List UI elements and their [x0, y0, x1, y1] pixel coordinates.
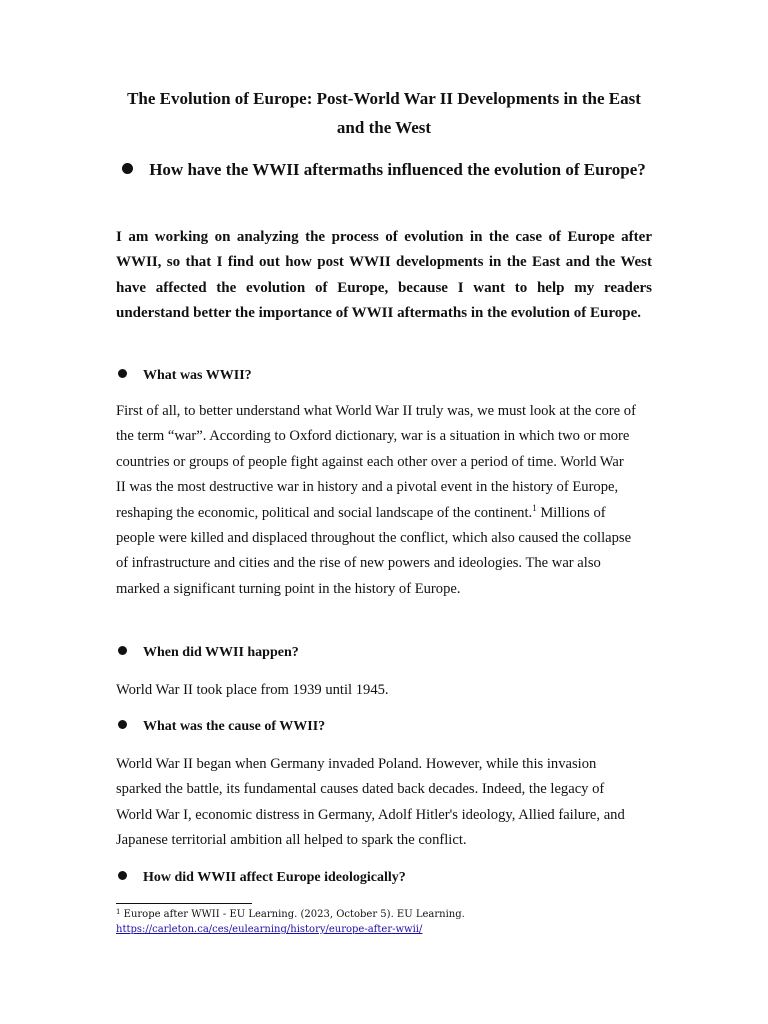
section-question-text: How did WWII affect Europe ideologically?: [143, 870, 406, 885]
section-question: [116, 643, 652, 663]
bullet-icon: [118, 720, 127, 729]
section-question: [116, 366, 652, 386]
bullet-icon: [122, 163, 133, 174]
section-question: [116, 868, 652, 888]
footnote: [116, 907, 656, 937]
footnote-number: 1: [116, 908, 121, 916]
footnote-reference[interactable]: 1: [532, 502, 537, 513]
section-paragraph: [116, 399, 636, 602]
section-paragraph: World War II took place from 1939 until 1945.: [116, 682, 389, 698]
document-title: The Evolution of Europe: Post-World War II Developments in the East and the West: [127, 89, 641, 137]
footnote-text: Europe after WWII - EU Learning. (2023, October 5). EU Learning.: [120, 909, 465, 920]
main-question: [116, 155, 652, 185]
footnote-divider: [116, 903, 252, 904]
paragraph-text: First of all, to better understand what World War II truly was, we must look at the core of the term “war”. According to Oxford dictionary, war is a situation in which two or more countries or groups of people fight against each other over a period of time. World War II was the most destructive war in history and a pivotal event in the history of Europe, reshaping the economic, political and social landscape of the continent.: [116, 403, 636, 521]
section-paragraph: World War II began when Germany invaded Poland. However, while this invasion sparked the battle, its fundamental causes dated back decades. Indeed, the legacy of World War I, economic distress in Germany, Adolf Hitler's ideology, Allied failure, and Japanese territorial ambition all helped to spark the conflict.: [116, 756, 625, 849]
section-question: [116, 717, 652, 737]
paragraph-text: Millions of people were killed and displaced throughout the conflict, which also caused the collapse of infrastructure and cities and the rise of new powers and ideologies. The war also marked a significant turning point in the history of Europe.: [116, 504, 632, 597]
section-question-text: What was WWII?: [143, 368, 252, 383]
bullet-icon: [118, 871, 127, 880]
bullet-icon: [118, 369, 127, 378]
intro-paragraph: I am working on analyzing the process of evolution in the case of Europe after WWII, so that I find out how post WWII developments in the East and the West have affected the evolution of Europe, because I want to help my readers understand better the importance of WWII aftermaths in the evolution of Europe.: [116, 229, 652, 321]
section-question-text: What was the cause of WWII?: [143, 719, 326, 734]
main-question-text: How have the WWII aftermaths influenced the evolution of Europe?: [149, 160, 646, 179]
footnote-citation: [116, 907, 656, 922]
footnote-link[interactable]: https://carleton.ca/ces/eulearning/history/europe-after-wwii/: [116, 924, 423, 935]
bullet-icon: [118, 646, 127, 655]
section-question-text: When did WWII happen?: [143, 645, 299, 660]
